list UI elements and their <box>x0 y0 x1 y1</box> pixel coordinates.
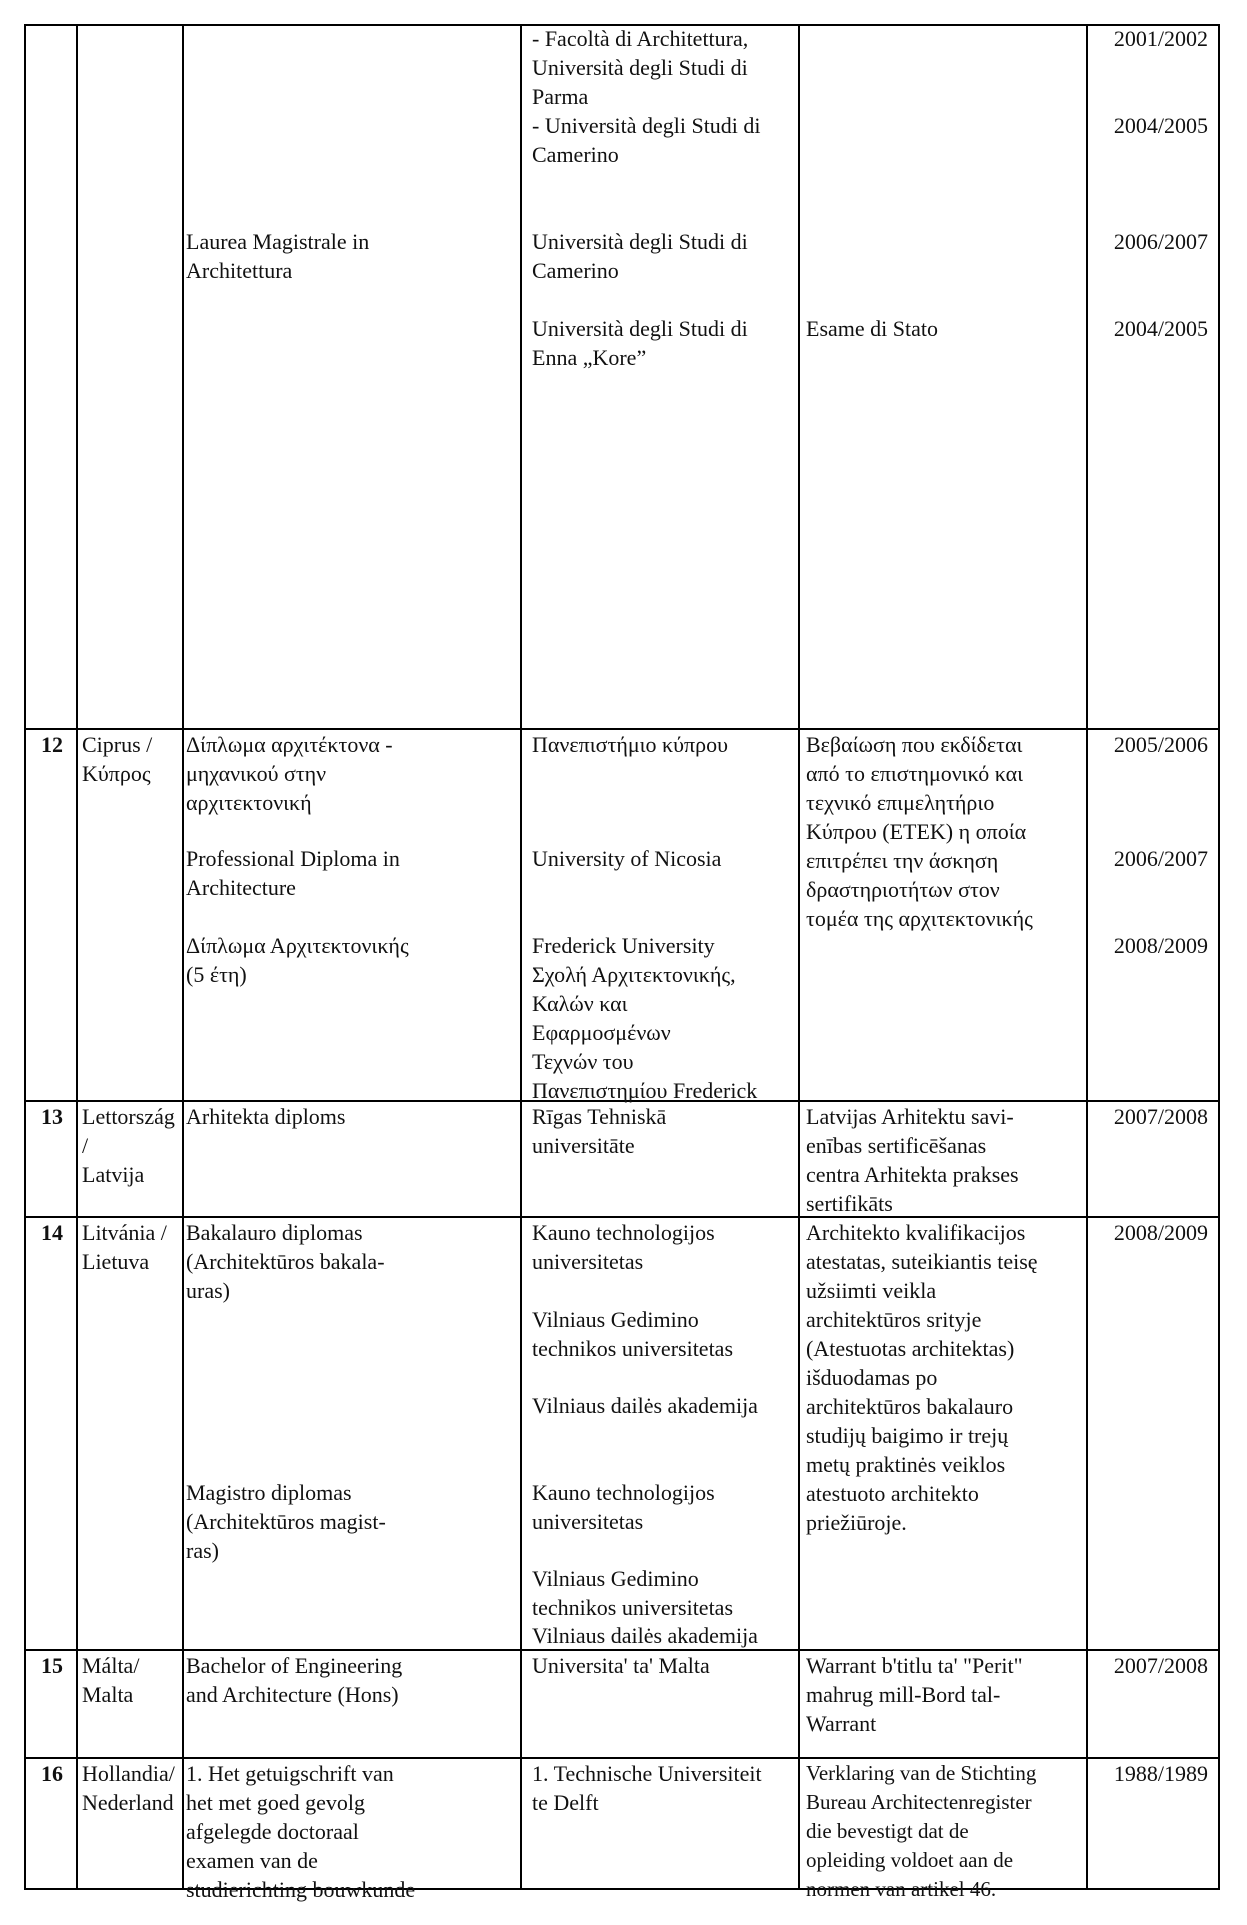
institution-cell: Universita' ta' Malta <box>532 1653 710 1678</box>
institution-cell: - Università degli Studi di Camerino <box>532 113 761 167</box>
academic-year-cell: 2008/2009 <box>1113 1220 1208 1245</box>
diploma-cell: Δίπλωμα αρχιτέκτονα - μηχανικού στην αρχιτεκτονική <box>186 732 393 815</box>
row-number: 15 <box>41 1653 63 1678</box>
diploma-cell: Arhitekta diploms <box>186 1104 346 1129</box>
institution-cell: Vilniaus Gedimino technikos universitetas <box>532 1307 734 1361</box>
institution-cell: Università degli Studi di Camerino <box>532 229 748 283</box>
diploma-cell: Magistro diplomas (Architektūros magist- ras) <box>186 1480 386 1563</box>
column-divider <box>76 26 78 1888</box>
institution-cell: 1. Technische Universiteit te Delft <box>532 1761 762 1815</box>
diploma-cell: Bakalauro diplomas (Architektūros bakala- uras) <box>186 1220 385 1303</box>
institution-cell: Kauno technologijos universitetas <box>532 1220 715 1274</box>
institution-cell: Rīgas Tehniskā universitāte <box>532 1104 667 1158</box>
academic-year-cell: 2004/2005 <box>1113 316 1208 341</box>
institution-cell: Kauno technologijos universitetas <box>532 1480 715 1534</box>
academic-year-cell: 2001/2002 <box>1113 26 1208 51</box>
certificate-cell: Architekto kvalifikacijos atestatas, suteikiantis teisę užsiimti veikla architektūros srityje (Atestuotas architektas) išduodamas po architektūros bakalauro studijų baigimo ir trejų metų praktinės veiklos atestuoto architekto priežiūroje. <box>806 1220 1038 1535</box>
row-number: 12 <box>41 732 63 757</box>
institution-cell: Vilniaus Gedimino technikos universitetas <box>532 1566 734 1620</box>
certificate-cell: Warrant b'titlu ta' "Perit" mahrug mill-Bord tal- Warrant <box>806 1653 1023 1736</box>
column-divider <box>798 26 800 1888</box>
diploma-cell: Bachelor of Engineering and Architecture (Hons) <box>186 1653 403 1707</box>
column-divider <box>520 26 522 1888</box>
column-divider <box>182 26 184 1888</box>
country-cell: Lettország / Latvija <box>82 1104 175 1187</box>
diploma-cell: Professional Diploma in Architecture <box>186 846 400 900</box>
row-number: 16 <box>41 1761 63 1786</box>
institution-cell: Frederick University Σχολή Αρχιτεκτονικής, Καλών και Εφαρμοσμένων Τεχνών του Πανεπιστημίου Frederick <box>532 933 758 1103</box>
institution-cell: Università degli Studi di Enna „Kore” <box>532 316 748 370</box>
certificate-cell: Βεβαίωση που εκδίδεται από το επιστημονικό και τεχνικό επιμελητήριο Κύπρου (ΕΤΕΚ) η οποία επιτρέπει την άσκηση δραστηριοτήτων στον τομέα της αρχιτεκτονικής <box>806 732 1033 931</box>
country-cell: Ciprus / Κύπρος <box>82 732 153 786</box>
certificate-cell: Verklaring van de Stichting Bureau Architectenregister die bevestigt dat de opleiding voldoet aan de normen van artikel 46. <box>806 1761 1037 1901</box>
institution-cell: Vilniaus dailės akademija <box>532 1623 758 1648</box>
institution-cell: Πανεπιστήμιο κύπρου <box>532 732 729 757</box>
academic-year-cell: 2007/2008 <box>1113 1104 1208 1129</box>
certificate-cell: Esame di Stato <box>806 316 938 341</box>
row-number: 14 <box>41 1220 63 1245</box>
qualifications-table <box>24 24 1220 1902</box>
country-cell: Málta/ Malta <box>82 1653 140 1707</box>
academic-year-cell: 2004/2005 <box>1113 113 1208 138</box>
academic-year-cell: 1988/1989 <box>1113 1761 1208 1786</box>
row-number: 13 <box>41 1104 63 1129</box>
academic-year-cell: 2007/2008 <box>1113 1653 1208 1678</box>
academic-year-cell: 2005/2006 <box>1113 732 1208 757</box>
academic-year-cell: 2008/2009 <box>1113 933 1208 958</box>
diploma-cell: Laurea Magistrale in Architettura <box>186 229 370 283</box>
institution-cell: Vilniaus dailės akademija <box>532 1393 758 1418</box>
academic-year-cell: 2006/2007 <box>1113 229 1208 254</box>
institution-cell: - Facoltà di Architettura, Università degli Studi di Parma <box>532 26 749 109</box>
diploma-cell: 1. Het getuigschrift van het met goed gevolg afgelegde doctoraal examen van de studierichting bouwkunde <box>186 1761 416 1902</box>
institution-cell: University of Nicosia <box>532 846 722 871</box>
country-cell: Litvánia / Lietuva <box>82 1220 167 1274</box>
certificate-cell: Latvijas Arhitektu savi- enības sertificēšanas centra Arhitekta prakses sertifikāts <box>806 1104 1019 1216</box>
diploma-cell: Δίπλωμα Αρχιτεκτονικής (5 έτη) <box>186 933 409 987</box>
country-cell: Hollandia/ Nederland <box>82 1761 175 1815</box>
academic-year-cell: 2006/2007 <box>1113 846 1208 871</box>
